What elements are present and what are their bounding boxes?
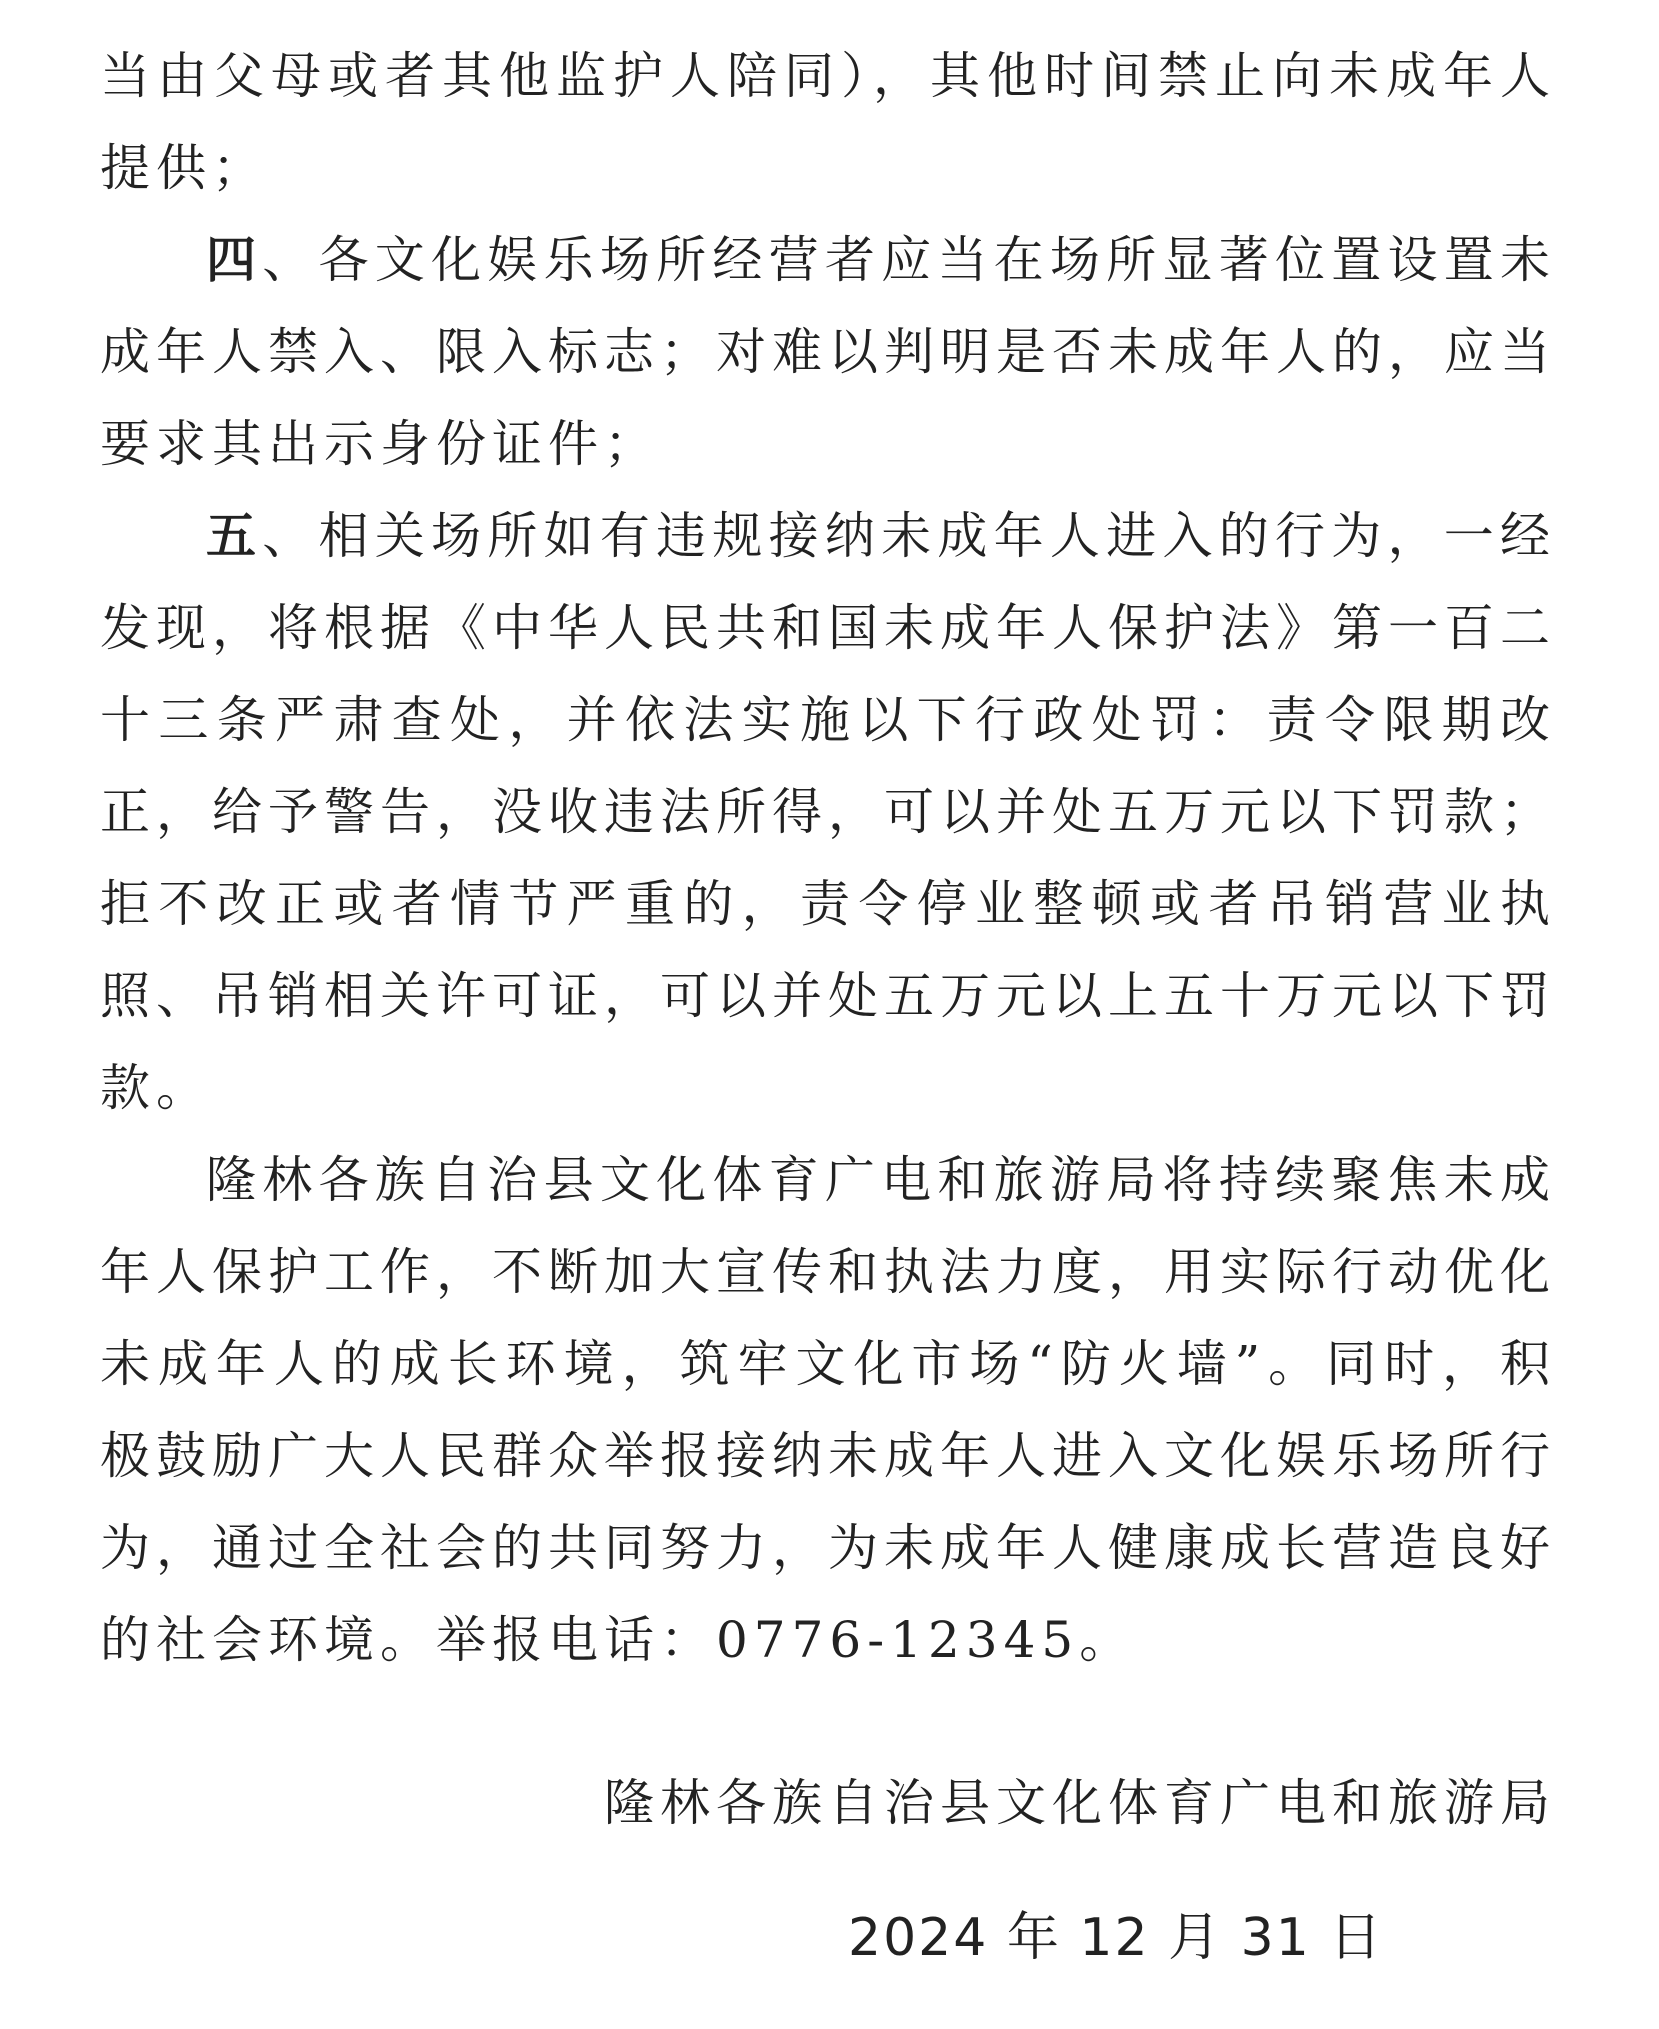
paragraph-item-5 (100, 490, 1556, 1134)
paragraph-text: 当由父母或者其他监护人陪同），其他时间禁止向未成年人提供； (100, 47, 1556, 197)
item-number-4: 四 (206, 230, 263, 289)
paragraph-text: 隆林各族自治县文化体育广电和旅游局将持续聚焦未成年人保护工作，不断加大宣传和执法力度，用实际行动优化未成年人的成长环境，筑牢文化市场“防火墙”。同时，积极鼓励广大人民群众举报接纳未成年人进入文化娱乐场所行为，通过全社会的共同努力，为未成年人健康成长营造良好的社会环境。举报电话：0776-12345。 (100, 1151, 1556, 1669)
signature-date: 2024 年 12 月 31 日 (848, 1908, 1384, 1968)
paragraph-continuation (100, 30, 1556, 214)
paragraph-closing (100, 1134, 1556, 1686)
paragraph-text: 、相关场所如有违规接纳未成年人进入的行为，一经发现，将根据《中华人民共和国未成年人保护法》第一百二十三条严肃查处，并依法实施以下行政处罚：责令限期改正，给予警告，没收违法所得，可以并处五万元以下罚款；拒不改正或者情节严重的，责令停业整顿或者吊销营业执照、吊销相关许可证，可以并处五万元以上五十万元以下罚款。 (100, 507, 1557, 1117)
item-number-5: 五 (206, 506, 263, 565)
paragraph-text: 、各文化娱乐场所经营者应当在场所显著位置设置未成年人禁入、限入标志；对难以判明是否未成年人的，应当要求其出示身份证件； (100, 231, 1557, 473)
paragraph-item-4 (100, 214, 1556, 490)
signature-organization: 隆林各族自治县文化体育广电和旅游局 (604, 1774, 1556, 1832)
document-body (100, 30, 1556, 1686)
